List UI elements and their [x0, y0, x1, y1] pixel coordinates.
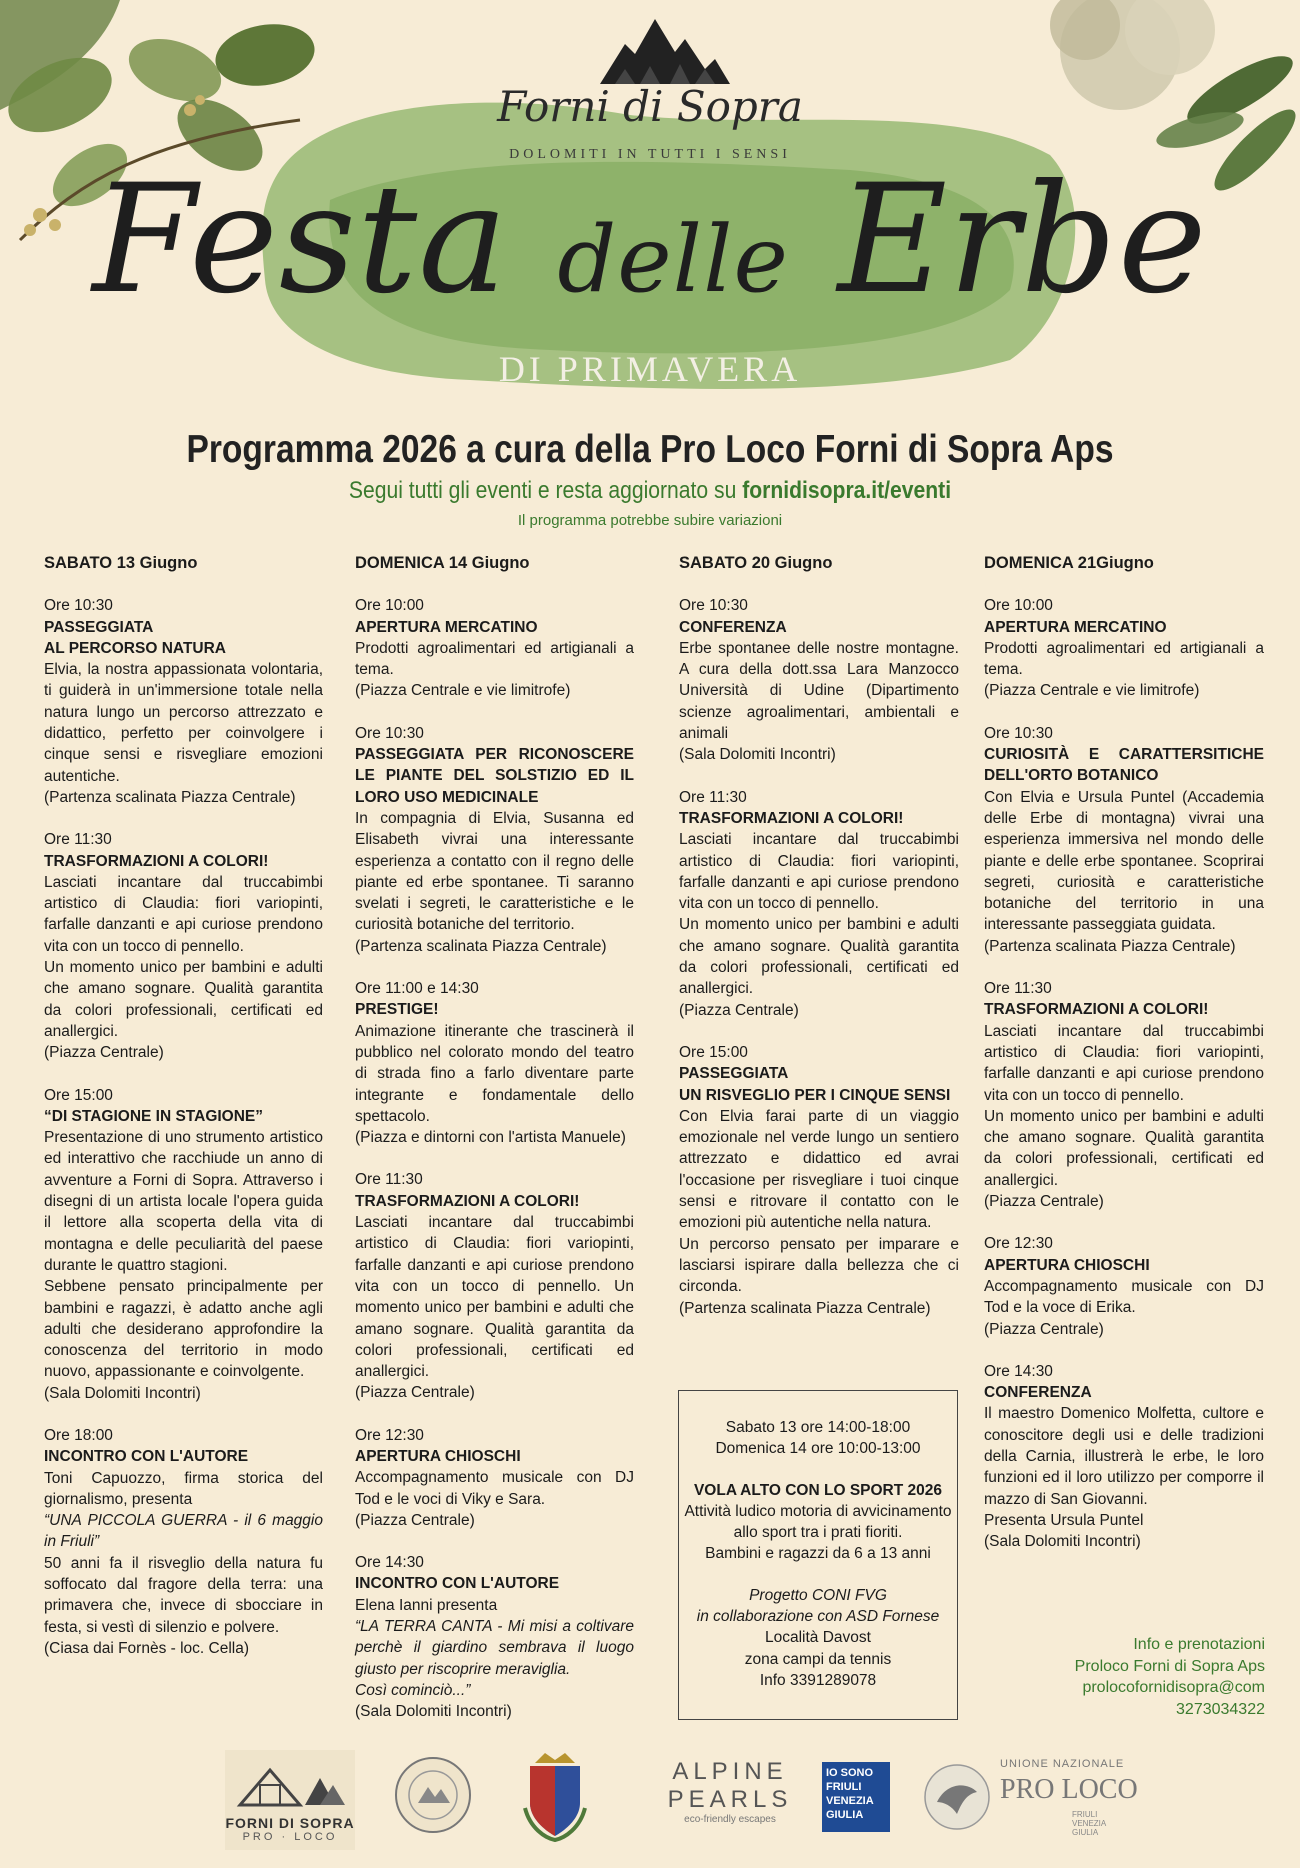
event	[44, 595, 323, 808]
event-description: Toni Capuozzo, firma storica del giornalismo, presenta	[44, 1469, 323, 1508]
contact-block	[980, 1634, 1265, 1720]
festival-subtitle: DI PRIMAVERA	[498, 349, 802, 389]
sport-area: zona campi da tennis	[744, 1650, 892, 1668]
event-location: (Partenza scalinata Piazza Centrale)	[679, 1299, 931, 1317]
event-time: Ore 14:30	[355, 1554, 424, 1572]
event	[679, 1042, 959, 1319]
event	[984, 723, 1264, 957]
events-link[interactable]: fornidisopra.it/eventi	[742, 477, 952, 504]
event-description: Elvia, la nostra appassionata volontaria, ti guiderà in un'immersione totale nella natura lungo un percorso attrezzato e didattico, perfetto per coinvolgere i cinque sensi e risvegliare emozioni autentiche.	[44, 661, 323, 785]
event-description: Prodotti agroalimentari ed artigianali a tema.	[355, 639, 634, 679]
event	[355, 1169, 634, 1403]
event-time: Ore 10:30	[679, 597, 748, 615]
follow-text: Segui tutti gli eventi e resta aggiornato su	[348, 477, 737, 504]
event-time: Ore 15:00	[44, 1086, 113, 1104]
day-column-1	[44, 553, 323, 1680]
event-location: (Piazza Centrale e vie limitrofe)	[984, 682, 1200, 700]
event-description: Prodotti agroalimentari ed artigianali a tema.	[984, 639, 1264, 679]
event-time: Ore 11:00 e 14:30	[355, 980, 479, 998]
event-time: Ore 15:00	[679, 1043, 748, 1061]
event-heading: CONFERENZA	[984, 1384, 1092, 1402]
event-location: (Piazza Centrale)	[44, 1044, 164, 1062]
event-location: (Piazza Centrale)	[355, 1511, 475, 1529]
event-time: Ore 11:30	[984, 980, 1052, 998]
event-time: Ore 14:30	[984, 1362, 1053, 1380]
event	[44, 1425, 323, 1659]
event-heading: PASSEGGIATA UN RISVEGLIO PER I CINQUE SENSI	[679, 1065, 951, 1104]
event	[679, 787, 959, 1021]
unpli-line-1: UNIONE NAZIONALE	[1000, 1758, 1125, 1770]
event-description: Lasciati incantare dal truccabimbi artistico di Claudia: fiori variopinti, farfalle danzanti e api curiose prendono vita con un tocco di pennello. Un momento unico per bambini e adulti che amano sognare. Qualità garantita da colori professionali, certificati ed anallergici.	[984, 1022, 1264, 1189]
event-description: Elena Ianni presenta	[355, 1596, 498, 1614]
tagline: DOLOMITI IN TUTTI I SENSI	[509, 147, 791, 162]
event-description: Con Elvia farai parte di un viaggio emozionale nel verde lungo un sentiero attrezzato e didattico ed avrai l'occasione per risvegliare i tuoi cinque sensi e ritrovare il contatto con le emozioni più autentiche nella natura. Un percorso pensato per imparare e lasciarsi ispirare dalla bellezza che ci circonda.	[679, 1107, 959, 1296]
event-time: Ore 12:30	[355, 1426, 424, 1444]
fvg-line-1: IO SONO	[826, 1767, 874, 1779]
event-time: Ore 11:30	[44, 831, 112, 849]
event	[44, 829, 323, 1063]
chalet-icon	[225, 1750, 355, 1810]
contact-org: Proloco Forni di Sopra Aps	[1074, 1657, 1265, 1675]
day-column-4	[984, 553, 1264, 1573]
event-book-title: “LA TERRA CANTA - Mi misi a coltivare perchè il giardino sembrava il luogo giusto per riscoprire meraviglia. Così cominciò...”	[355, 1618, 634, 1699]
festival-title	[0, 150, 1300, 350]
event-time: Ore 10:30	[44, 597, 113, 615]
event-heading: APERTURA MERCATINO	[984, 618, 1167, 636]
event	[984, 1361, 1264, 1553]
event-heading: PASSEGGIATA AL PERCORSO NATURA	[44, 618, 226, 657]
event	[355, 595, 634, 701]
event	[355, 1552, 634, 1722]
sport-partner: in collaborazione con ASD Fornese	[696, 1608, 940, 1626]
sport-event-box	[678, 1390, 958, 1720]
event-location: (Partenza scalinata Piazza Centrale)	[984, 937, 1236, 955]
proloco-sub: PRO · LOCO	[242, 1831, 338, 1843]
event-heading: “DI STAGIONE IN STAGIONE”	[44, 1107, 264, 1125]
alpine-line-2: PEARLS	[667, 1786, 793, 1813]
event	[44, 1085, 323, 1404]
unpli-line-2: PRO LOCO	[1000, 1774, 1138, 1805]
event-heading: INCONTRO CON L'AUTORE	[355, 1575, 560, 1593]
event-description: Accompagnamento musicale con DJ Tod e la voce di Erika.	[984, 1277, 1264, 1317]
alpine-pearls-logo	[665, 1758, 795, 1838]
event-location: (Sala Dolomiti Incontri)	[679, 746, 836, 764]
event-heading: TRASFORMAZIONI A COLORI!	[355, 1192, 580, 1210]
event-description: Lasciati incantare dal truccabimbi artistico di Claudia: fiori variopinti, farfalle danzanti e api curiose prendono vita con un tocco di pennello. Un momento unico per bambini e adulti che amano sognare. Qualità garantita da colori professionali, certificati ed anallergici.	[44, 873, 323, 1040]
day-column-3	[679, 553, 959, 1340]
event-time: Ore 11:30	[355, 1171, 423, 1189]
event-time: Ore 10:00	[355, 597, 424, 615]
event	[984, 1233, 1264, 1339]
event-time: Ore 18:00	[44, 1426, 113, 1444]
event-location: (Piazza Centrale e vie limitrofe)	[355, 682, 571, 700]
contact-label: Info e prenotazioni	[1133, 1636, 1265, 1653]
event-location: (Piazza Centrale)	[984, 1193, 1104, 1211]
event-heading: INCONTRO CON L'AUTORE	[44, 1448, 249, 1466]
unpli-logo	[922, 1758, 1142, 1838]
program-heading: Programma 2026 a cura della Pro Loco Forni di Sopra Aps	[186, 428, 1114, 471]
contact-phone[interactable]: 3273034322	[1176, 1700, 1265, 1718]
unpli-line-3: FRIULI VENEZIA GIULIA	[1072, 1810, 1106, 1837]
event-location: (Sala Dolomiti Incontri)	[984, 1533, 1141, 1551]
title-word-3: Erbe	[837, 153, 1208, 327]
coat-of-arms-logo	[520, 1748, 590, 1843]
event-heading: CONFERENZA	[679, 618, 787, 636]
mountains-logo-icon	[600, 14, 730, 84]
event-time: Ore 10:00	[984, 597, 1053, 615]
event	[984, 595, 1264, 701]
day-title: SABATO 13 Giugno	[44, 554, 198, 572]
event-location: (Sala Dolomiti Incontri)	[44, 1384, 201, 1402]
title-word-1: Festa	[92, 153, 509, 327]
event-location: (Piazza Centrale)	[355, 1384, 475, 1402]
event-location: (Partenza scalinata Piazza Centrale)	[355, 937, 607, 955]
sport-project: Progetto CONI FVG	[749, 1586, 887, 1604]
follow-line	[78, 477, 1222, 505]
fvg-logo	[822, 1762, 890, 1832]
event-description: In compagnia di Elvia, Susanna ed Elisabeth vivrai una interessante esperienza a contatto con il regno delle piante ed erbe spontanee. Ti saranno svelati i segreti, le caratteristiche e le curiosità botaniche del territorio.	[355, 809, 634, 934]
sport-info: Info 3391289078	[759, 1671, 877, 1689]
event-time: Ore 12:30	[984, 1235, 1053, 1253]
event-time: Ore 11:30	[679, 788, 747, 806]
day-column-2	[355, 553, 634, 1744]
event-heading: APERTURA CHIOSCHI	[984, 1256, 1150, 1274]
alpine-line-3: eco-friendly escapes	[684, 1814, 776, 1825]
circular-stamp-logo	[393, 1755, 473, 1835]
event-description: Lasciati incantare dal truccabimbi artistico di Claudia: fiori variopinti, farfalle danzanti e api curiose prendono vita con un tocco di pennello. Un momento unico per bambini e adulti che amano sognare. Qualità garantita da colori professionali, certificati ed anallergici.	[355, 1214, 634, 1381]
event-heading: TRASFORMAZIONI A COLORI!	[984, 1001, 1209, 1019]
event	[679, 595, 959, 765]
event-heading: TRASFORMAZIONI A COLORI!	[44, 852, 269, 870]
event-location: (Partenza scalinata Piazza Centrale)	[44, 788, 296, 806]
fvg-line-4: GIULIA	[826, 1809, 864, 1821]
event-description: Presentazione di uno strumento artistico ed interattivo che racchiude un anno di avventure a Forni di Sopra. Attraverso i disegni di un artista locale l'opera guida il lettore alla scoperta della vita di montagna e delle peculiarità del paese durante le quattro stagioni. Sebbene pensato principalmente per bambini e ragazzi, è adatto anche agli adulti che desiderano approfondire la conoscenza del territorio in modo nuovo, appassionante e coinvolgente.	[44, 1129, 323, 1381]
event-description: Il maestro Domenico Molfetta, cultore e conoscitore degli usi e delle tradizioni della Carnia, illustrerà le erbe, le loro funzioni ed il loro utilizzo per comporre il mazzo di San Giovanni. Presenta Ursula Puntel	[984, 1405, 1264, 1529]
sport-schedule-1: Sabato 13 ore 14:00-18:00	[725, 1419, 911, 1436]
event	[355, 723, 634, 957]
event-heading: APERTURA CHIOSCHI	[355, 1447, 521, 1465]
title-word-2: delle	[557, 206, 789, 313]
day-title: SABATO 20 Giugno	[679, 554, 833, 572]
alpine-line-1: ALPINE	[672, 1758, 788, 1785]
town-name: Forni di Sopra	[497, 82, 803, 131]
eagle-icon	[922, 1762, 992, 1832]
event-description: Erbe spontanee delle nostre montagne. A cura della dott.ssa Lara Manzocco Università di Udine (Dipartimento scienze agroalimentari, ambientali e animali	[679, 639, 959, 743]
event-book-title: “UNA PICCOLA GUERRA - il 6 maggio in Friuli”	[44, 1512, 323, 1551]
event-location: (Sala Dolomiti Incontri)	[355, 1703, 512, 1721]
sponsor-strip	[0, 1740, 1300, 1860]
proloco-logo	[225, 1750, 355, 1850]
event-description: Con Elvia e Ursula Puntel (Accademia delle Erbe di montagna) vivrai una esperienza immersiva nel mondo delle piante e delle erbe spontanee. Scoprirai segreti, curiosità e caratteristiche botaniche del territorio in una interessante passeggiata guidata.	[984, 788, 1264, 934]
event-location: (Piazza Centrale)	[984, 1320, 1104, 1338]
day-title: DOMENICA 14 Giugno	[355, 554, 530, 572]
event-location: (Ciasa dai Fornès - loc. Cella)	[44, 1639, 250, 1657]
fvg-line-3: VENEZIA	[826, 1795, 874, 1807]
proloco-name: FORNI DI SOPRA	[225, 1815, 355, 1831]
day-title: DOMENICA 21Giugno	[984, 554, 1154, 572]
event-description: Lasciati incantare dal truccabimbi artistico di Claudia: fiori variopinti, farfalle danzanti e api curiose prendono vita con un tocco di pennello. Un momento unico per bambini e adulti che amano sognare. Qualità garantita da colori professionali, certificati ed anallergici.	[679, 831, 959, 998]
fvg-line-2: FRIULI	[826, 1781, 862, 1793]
sport-title: VOLA ALTO CON LO SPORT 2026	[693, 1481, 943, 1499]
sport-description: Attività ludico motoria di avvicinamento allo sport tra i prati fioriti. Bambini e ragazzi da 6 a 13 anni	[684, 1502, 952, 1563]
event-description: Accompagnamento musicale con DJ Tod e le voci di Viky e Sara.	[355, 1469, 634, 1508]
event-location: (Piazza e dintorni con l'artista Manuele)	[355, 1129, 626, 1147]
event-location: (Piazza Centrale)	[679, 1001, 799, 1019]
event-heading: PASSEGGIATA PER RICONOSCERE LE PIANTE DEL SOLSTIZIO ED IL LORO USO MEDICINALE	[355, 746, 634, 806]
event-description-2: 50 anni fa il risveglio della natura fu soffocato dal fragore della terra: una primavera che, invece di sbocciare in festa, si vestì di silenzio e polvere.	[44, 1554, 323, 1636]
event	[355, 978, 634, 1148]
sport-place: Località Davost	[765, 1629, 871, 1647]
event-time: Ore 10:30	[984, 724, 1053, 742]
event-heading: TRASFORMAZIONI A COLORI!	[679, 809, 904, 827]
event-heading: APERTURA MERCATINO	[355, 618, 538, 636]
event-description: Animazione itinerante che trascinerà il pubblico nel colorato mondo del teatro di strada fino a farlo diventare parte integrante e fondamentale dello spettacolo.	[355, 1022, 634, 1125]
sport-schedule-2: Domenica 14 ore 10:00-13:00	[715, 1440, 921, 1458]
event	[984, 978, 1264, 1212]
event-time: Ore 10:30	[355, 724, 424, 742]
contact-email[interactable]: prolocofornidisopra@com	[1082, 1679, 1265, 1696]
event-heading: PRESTIGE!	[355, 1001, 439, 1019]
variation-note: Il programma potrebbe subire variazioni	[517, 512, 783, 529]
event-heading: CURIOSITÀ E CARATTERSITICHE DELL'ORTO BOTANICO	[984, 746, 1264, 785]
event	[355, 1425, 634, 1531]
